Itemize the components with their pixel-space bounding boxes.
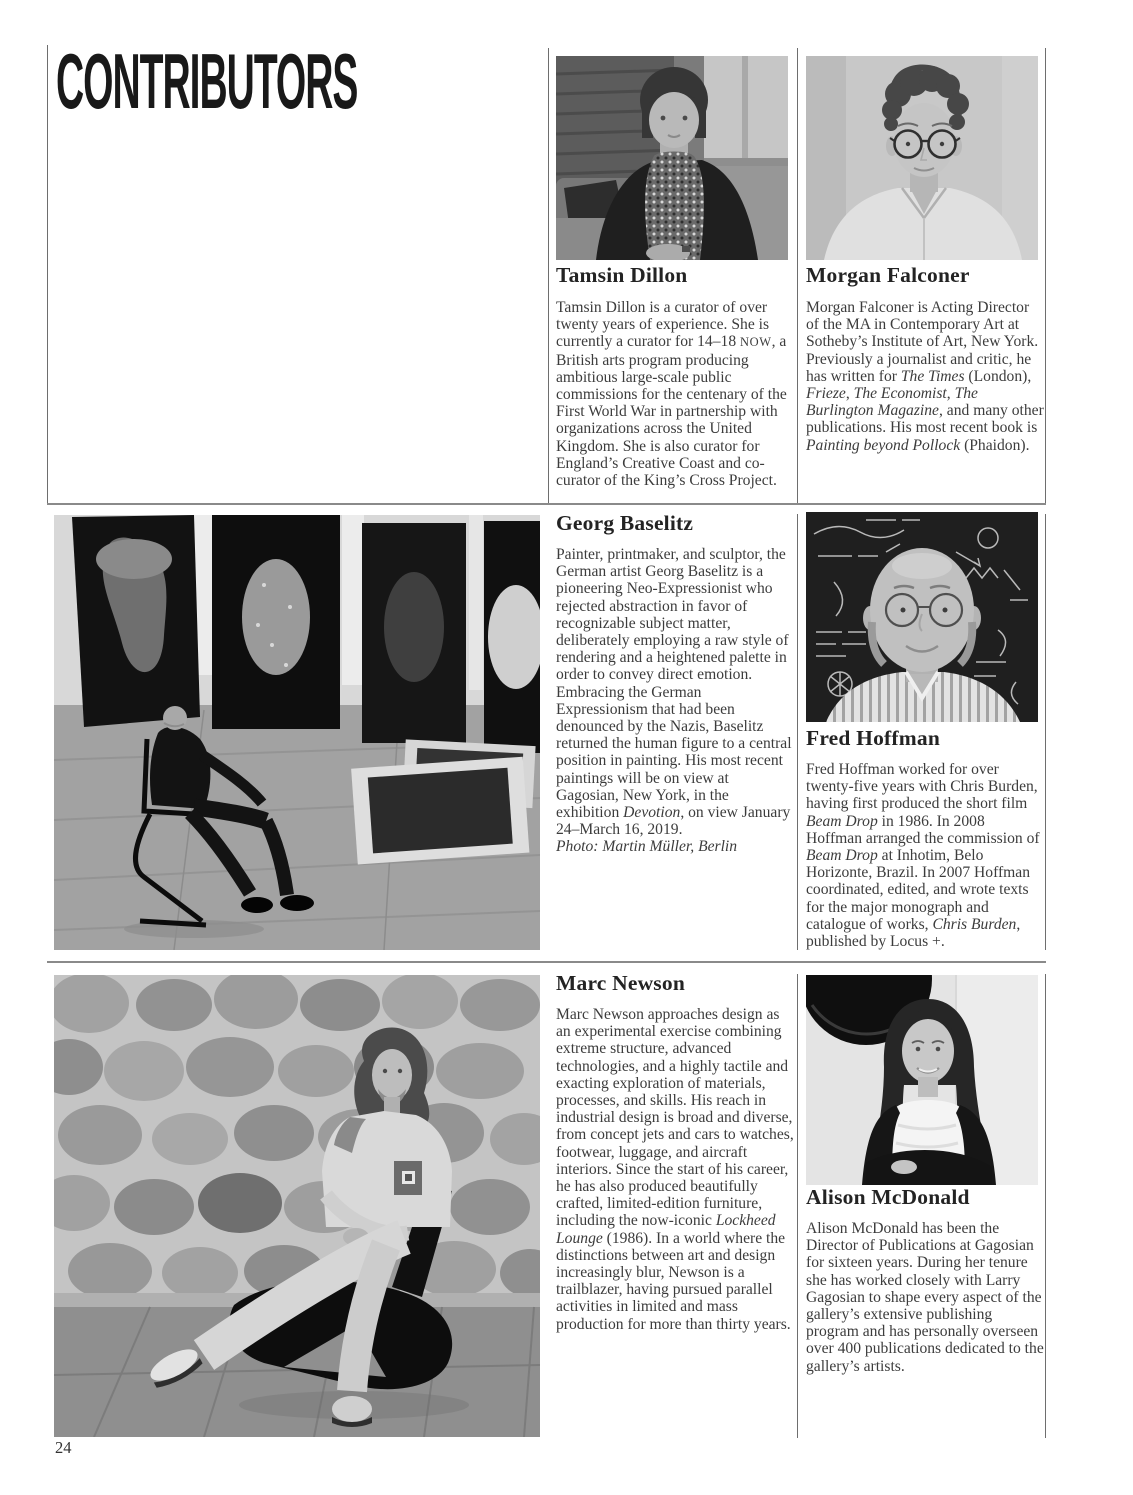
contributor-name: Morgan Falconer	[806, 263, 970, 287]
contributor-bio: Marc Newson approaches design as an experimental exercise combining extreme structure, advanced technologies, and a highly tactile and exacting exploration of materials, processes, and skills. His reach in industrial design is broad and diverse, from concept jets and cars to watches, footwear, luggage, and aircraft interiors. Since the start of his career, he has also produced beautifully crafted, limited-edition furniture, including the now-iconic Lockheed Lounge (1986). In a world where the distinctions between art and design increasingly blur, Newson is a trailblazer, having pursued parallel activities in limited and mass production for more than thirty years.	[556, 1006, 794, 1333]
marc-newson-photo	[54, 975, 540, 1437]
column-divider	[797, 974, 798, 1438]
fred-hoffman-photo	[806, 512, 1038, 722]
section-divider	[47, 503, 1046, 505]
alison-mcdonald-photo	[806, 975, 1038, 1185]
tamsin-dillon-photo	[556, 56, 788, 260]
contributor-name: Fred Hoffman	[806, 726, 940, 750]
contributor-name: Alison McDonald	[806, 1185, 970, 1209]
column-divider	[797, 48, 798, 504]
column-divider	[548, 48, 549, 504]
left-margin-rule	[47, 45, 48, 504]
right-margin-rule	[1045, 514, 1046, 950]
page-title: CONTRIBUTORS	[56, 37, 358, 125]
contributor-bio: Painter, printmaker, and sculptor, the German artist Georg Baselitz is a pioneering Neo-Expressionist who rejected abstraction in favor of recognizable subject matter, deliberately employing a raw style of rendering and a heightened palette in order to convey direct emotion. Embracing the German Expressionism that had been denounced by the Nazis, Baselitz returned the human figure to a central position in painting. His most recent paintings will be on view at Gagosian, New York, in the exhibition Devotion, on view January 24–March 16, 2019. Photo: Martin Müller, Berlin	[556, 546, 792, 856]
contributor-bio: Alison McDonald has been the Director of Publications at Gagosian for sixteen years. During her tenure she has worked closely with Larry Gagosian to shape every aspect of the gallery’s extensive publishing program and has personally overseen over 400 publications dedicated to the gallery’s artists.	[806, 1220, 1044, 1375]
morgan-falconer-photo	[806, 56, 1038, 260]
section-divider	[47, 961, 1046, 963]
right-margin-rule	[1045, 974, 1046, 1438]
contributor-bio: Morgan Falconer is Acting Director of the MA in Contemporary Art at Sotheby’s Institute of Art, New York. Previously a journalist and critic, he has written for The Times (London), Frieze, The Economist, The Burlington Magazine, and many other publications. His most recent book is Painting beyond Pollock (Phaidon).	[806, 299, 1044, 454]
contributor-bio: Tamsin Dillon is a curator of over twenty years of experience. She is currently a curator for 14–18 NOW, a British arts program producing ambitious large-scale public commissions for the centenary of the First World War in partnership with organizations across the United Kingdom. She is also curator for England’s Creative Coast and co-curator of the King’s Cross Project.	[556, 299, 787, 490]
right-margin-rule	[1045, 48, 1046, 504]
contributor-bio: Fred Hoffman worked for over twenty-five years with Chris Burden, having first produced the short film Beam Drop in 1986. In 2008 Hoffman arranged the commission of Beam Drop at Inhotim, Belo Horizonte, Brazil. In 2007 Hoffman coordinated, edited, and wrote texts for the major monograph and catalogue of works, Chris Burden, published by Locus +.	[806, 761, 1040, 951]
georg-baselitz-photo	[54, 515, 540, 950]
page-number: 24	[55, 1438, 72, 1457]
contributor-name: Marc Newson	[556, 971, 685, 995]
contributor-name: Georg Baselitz	[556, 511, 694, 535]
contributor-name: Tamsin Dillon	[556, 263, 688, 287]
column-divider	[797, 514, 798, 950]
